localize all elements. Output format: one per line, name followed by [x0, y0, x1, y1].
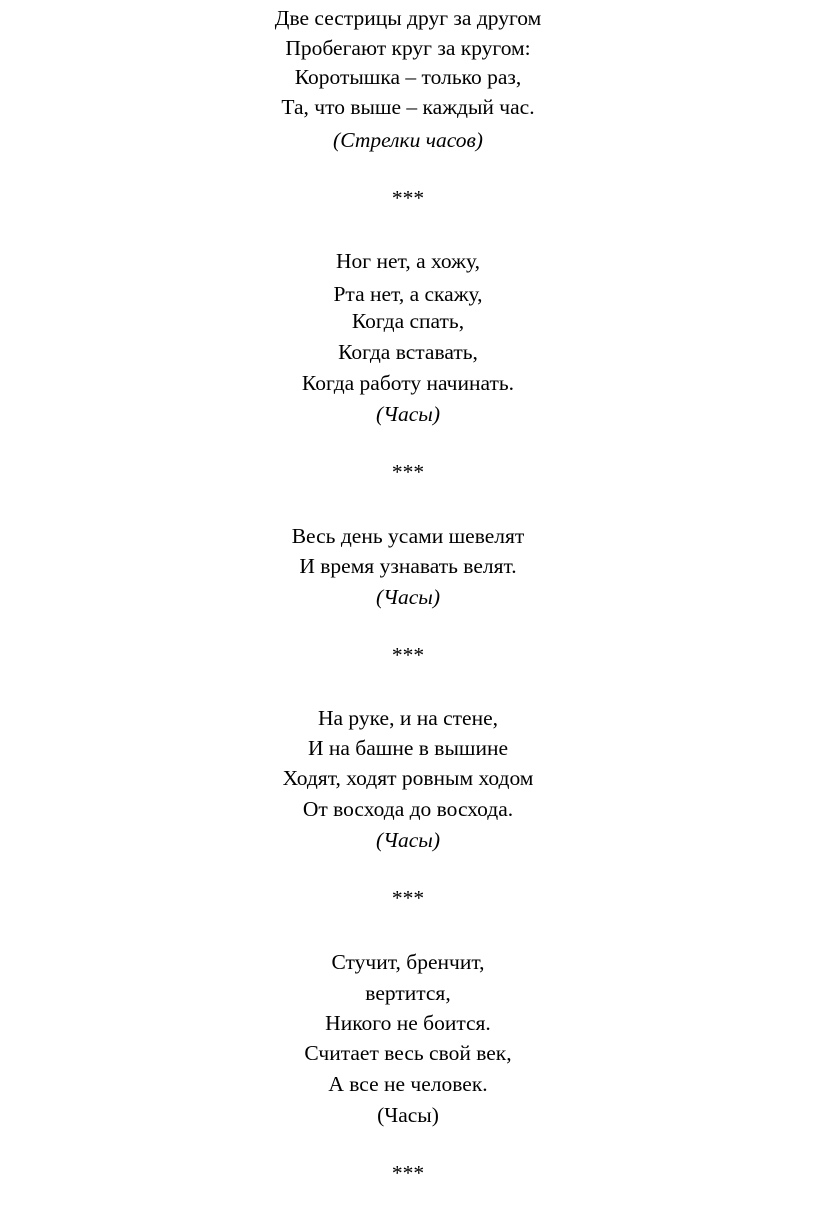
riddle-5-line-4: Считает весь свой век, [304, 1041, 512, 1065]
riddle-4-line-3: Ходят, ходят ровным ходом [282, 766, 534, 790]
riddle-2-line-4: Когда вставать, [338, 340, 478, 364]
riddle-3-line-2: И время узнавать велят. [299, 554, 517, 578]
riddle-2-line-5: Когда работу начинать. [301, 371, 515, 395]
riddle-2-line-1: Ног нет, а хожу, [336, 249, 480, 273]
riddle-2-separator: *** [391, 460, 425, 484]
riddle-5-line-2: вертится, [365, 981, 451, 1005]
riddle-3-separator: *** [391, 643, 425, 667]
riddle-4-line-2: И на башне в вышине [307, 736, 509, 760]
riddle-1-line-3: Коротышка – только раз, [294, 65, 522, 89]
riddle-1-line-1: Две сестрицы друг за другом [274, 6, 542, 30]
riddle-2-line-2: Рта нет, а скажу, [333, 282, 483, 306]
riddle-4-line-4: От восхода до восхода. [302, 797, 514, 821]
riddle-4-answer: (Часы) [376, 828, 440, 852]
riddle-4-separator: *** [391, 886, 425, 910]
riddle-3-line-1: Весь день усами шевелят [291, 524, 525, 548]
riddle-4-line-1: На руке, и на стене, [317, 706, 499, 730]
riddle-3-answer: (Часы) [376, 585, 440, 609]
riddle-1-separator: *** [391, 186, 425, 210]
riddle-5-separator: *** [391, 1161, 425, 1185]
riddle-2-line-3: Когда спать, [351, 309, 465, 333]
riddle-5-line-3: Никого не боится. [325, 1011, 491, 1035]
riddle-5-line-1: Стучит, бренчит, [331, 950, 485, 974]
riddle-2-answer: (Часы) [376, 402, 440, 426]
riddle-5-answer: (Часы) [377, 1103, 439, 1127]
riddle-1-answer: (Стрелки часов) [333, 128, 483, 152]
riddle-1-line-2: Пробегают круг за кругом: [285, 36, 531, 60]
riddle-1-line-4: Та, что выше – каждый час. [281, 95, 535, 119]
riddle-5-line-5: А все не человек. [328, 1072, 488, 1096]
